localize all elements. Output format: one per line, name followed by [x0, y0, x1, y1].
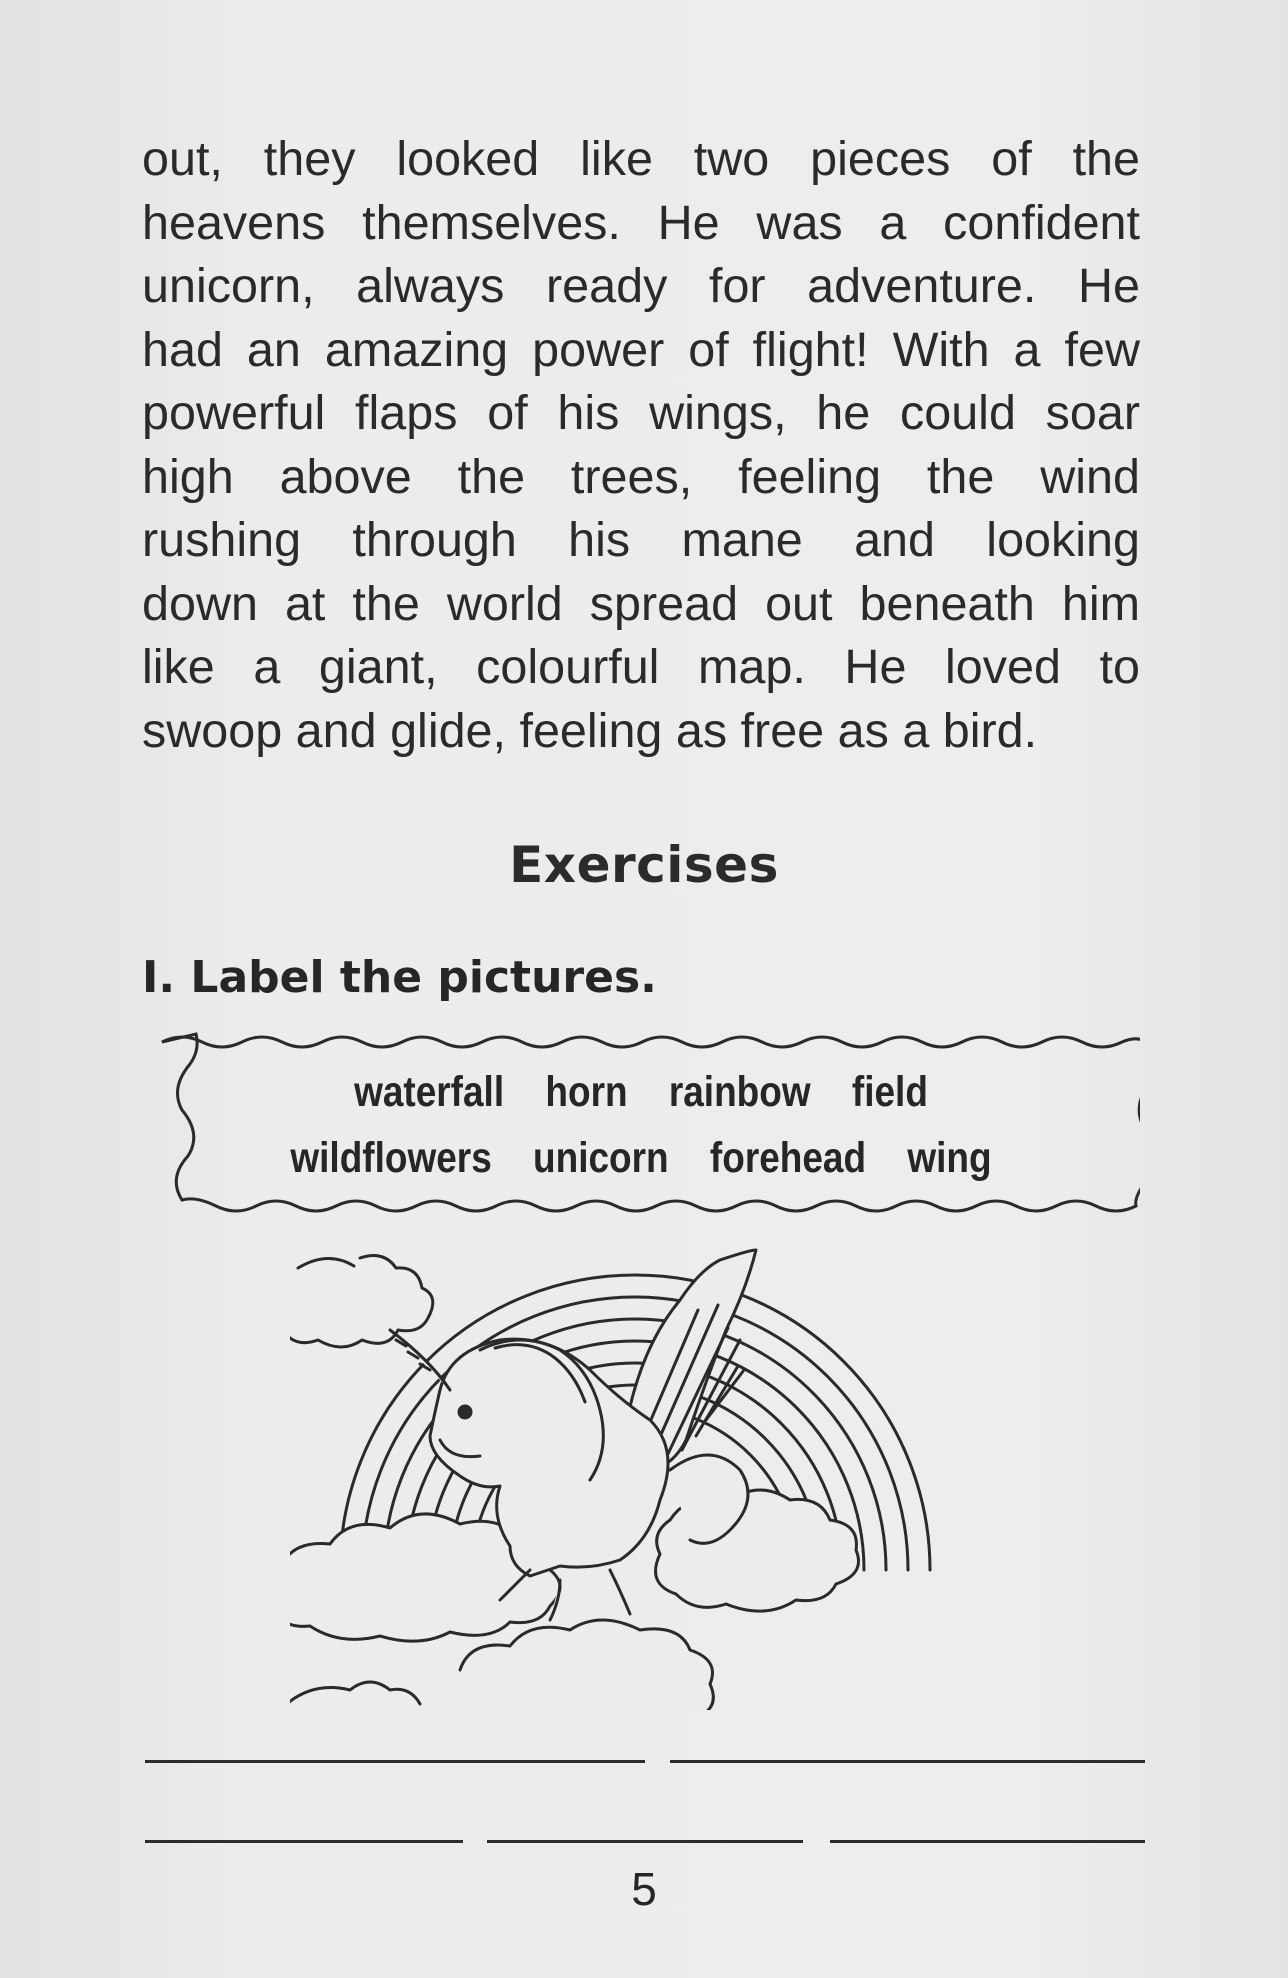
horn-icon	[390, 1330, 450, 1390]
word-bank-word: rainbow	[668, 1068, 811, 1116]
story-line: unicorn, always ready for adventure. He	[142, 259, 1140, 313]
page-number: 5	[631, 1863, 657, 1915]
word-bank-row	[212, 1068, 1070, 1117]
story-paragraph	[142, 128, 1140, 763]
exercises-heading: Exercises	[509, 836, 779, 894]
word-bank-word: unicorn	[533, 1134, 669, 1182]
word-bank-word: horn	[545, 1068, 628, 1116]
cloud-icon	[290, 1256, 433, 1347]
unicorn-illustration	[290, 1240, 950, 1710]
story-line: out, they looked like two pieces of the	[142, 132, 1140, 186]
word-bank-word: field	[851, 1068, 928, 1116]
answer-line[interactable]	[145, 1840, 463, 1843]
word-bank-row	[212, 1134, 1070, 1183]
story-line: heavens themselves. He was a confident	[142, 195, 1140, 250]
word-bank-box	[142, 1030, 1140, 1216]
story-line: down at the world spread out beneath him	[142, 576, 1140, 631]
answer-line[interactable]	[487, 1840, 803, 1843]
story-line: rushing through his mane and looking	[142, 513, 1140, 567]
word-bank-word: wildflowers	[290, 1134, 492, 1182]
answer-line[interactable]	[830, 1840, 1145, 1843]
word-bank-word: forehead	[709, 1134, 867, 1182]
story-line: powerful flaps of his wings, he could soar	[142, 386, 1140, 440]
story-line: high above the trees, feeling the wind	[142, 449, 1140, 504]
word-bank-word: waterfall	[354, 1068, 505, 1116]
story-line: like a giant, colourful map. He loved to	[142, 640, 1140, 694]
word-bank-word: wing	[907, 1134, 992, 1182]
wavy-border	[142, 1030, 1140, 1216]
answer-line[interactable]	[145, 1760, 645, 1763]
story-line: swoop and glide, feeling as free as a bird.	[142, 703, 1038, 758]
answer-line[interactable]	[670, 1760, 1145, 1763]
story-line: had an amazing power of flight! With a few	[142, 322, 1140, 377]
section-title: I. Label the pictures.	[142, 952, 657, 1003]
